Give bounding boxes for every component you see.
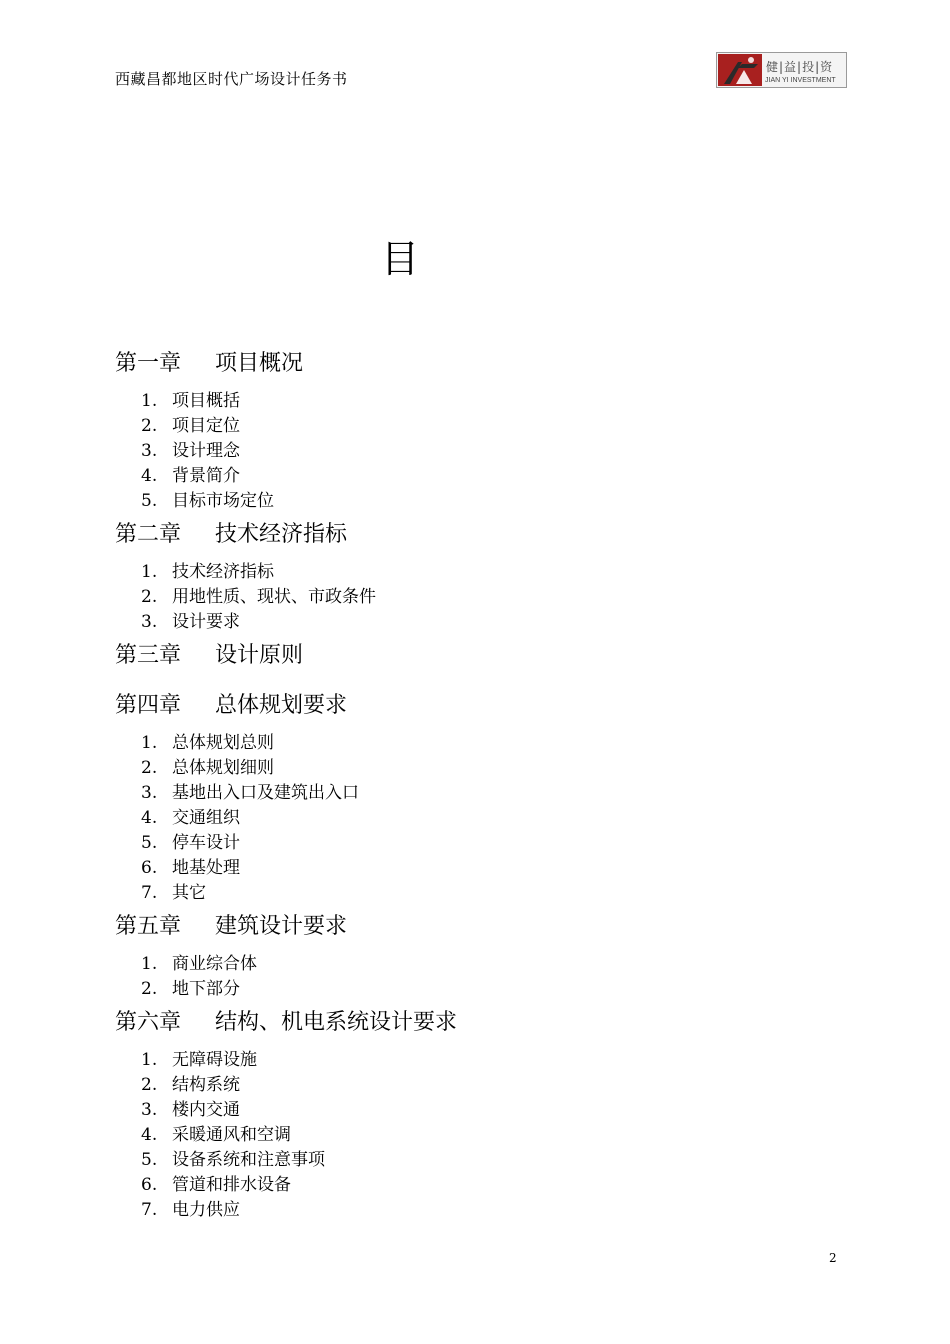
toc-item-label: 无障碍设施 (172, 1050, 257, 1070)
toc-item-label: 用地性质、现状、市政条件 (172, 587, 376, 607)
toc-item-index: 4. (141, 1125, 158, 1145)
toc-item[interactable] (115, 560, 875, 585)
logo-text-cn: 健|益|投|资 (766, 60, 834, 74)
toc-item[interactable] (115, 414, 875, 439)
toc-item-index: 6. (141, 858, 158, 878)
toc-item[interactable] (115, 781, 875, 806)
toc-item-label: 项目概括 (172, 391, 240, 411)
chapter-title: 技术经济指标 (215, 521, 348, 547)
chapter-title: 设计原则 (215, 642, 304, 668)
toc-item-label: 设计理念 (172, 441, 240, 461)
toc-item[interactable] (115, 610, 875, 635)
toc-item-label: 基地出入口及建筑出入口 (172, 783, 359, 803)
company-logo (716, 52, 847, 88)
toc-chapter[interactable] (115, 343, 875, 379)
toc-item-label: 楼内交通 (172, 1100, 240, 1120)
toc-item-index: 2. (141, 758, 158, 778)
toc-item-index: 1. (141, 562, 158, 582)
toc-item-index: 7. (141, 1200, 158, 1220)
toc-item-label: 总体规划细则 (172, 758, 274, 778)
chapter-title: 结构、机电系统设计要求 (215, 1009, 458, 1035)
toc-chapter[interactable] (115, 906, 875, 942)
toc-item[interactable] (115, 1173, 875, 1198)
toc-item[interactable] (115, 585, 875, 610)
toc-item-list (115, 379, 875, 514)
toc-chapter[interactable] (115, 685, 875, 721)
toc-item[interactable] (115, 464, 875, 489)
toc-chapter[interactable] (115, 635, 875, 671)
toc-item-index: 3. (141, 612, 158, 632)
toc-item-index: 4. (141, 466, 158, 486)
toc-item-list (115, 942, 875, 1002)
logo-mark-icon (718, 54, 762, 86)
toc-item-label: 结构系统 (172, 1075, 240, 1095)
toc-item-label: 地基处理 (172, 858, 240, 878)
toc-item-label: 地下部分 (172, 979, 240, 999)
toc-item-index: 4. (141, 808, 158, 828)
chapter-number: 第五章 (115, 913, 182, 939)
toc-item-list (115, 1038, 875, 1223)
toc-item-label: 设备系统和注意事项 (172, 1150, 325, 1170)
chapter-number: 第六章 (115, 1009, 182, 1035)
toc-item[interactable] (115, 977, 875, 1002)
toc-item-label: 采暖通风和空调 (172, 1125, 291, 1145)
toc-item[interactable] (115, 731, 875, 756)
toc-item-label: 背景简介 (172, 466, 240, 486)
toc-item-index: 3. (141, 783, 158, 803)
toc-item[interactable] (115, 1098, 875, 1123)
toc-item[interactable] (115, 952, 875, 977)
chapter-title: 建筑设计要求 (215, 913, 348, 939)
toc-item[interactable] (115, 439, 875, 464)
toc-item[interactable] (115, 831, 875, 856)
toc-chapter[interactable] (115, 1002, 875, 1038)
toc-item[interactable] (115, 1123, 875, 1148)
document-header-title: 西藏昌都地区时代广场设计任务书 (115, 70, 348, 88)
toc-item-index: 1. (141, 733, 158, 753)
chapter-number: 第三章 (115, 642, 182, 668)
toc-item-index: 1. (141, 391, 158, 411)
toc-item-index: 6. (141, 1175, 158, 1195)
toc-item[interactable] (115, 756, 875, 781)
toc-item-label: 目标市场定位 (172, 491, 274, 511)
toc-item[interactable] (115, 1073, 875, 1098)
toc-item[interactable] (115, 881, 875, 906)
toc-item-index: 5. (141, 491, 158, 511)
toc-item-label: 其它 (172, 883, 206, 903)
toc-item-label: 交通组织 (172, 808, 240, 828)
toc-item-index: 2. (141, 416, 158, 436)
toc-item[interactable] (115, 856, 875, 881)
toc-item-list (115, 721, 875, 906)
toc-item-index: 5. (141, 1150, 158, 1170)
toc-item[interactable] (115, 489, 875, 514)
toc-chapter[interactable] (115, 514, 875, 550)
table-of-contents (115, 343, 875, 1223)
chapter-number: 第二章 (115, 521, 182, 547)
toc-item[interactable] (115, 1148, 875, 1173)
toc-item-label: 总体规划总则 (172, 733, 274, 753)
toc-item-index: 1. (141, 954, 158, 974)
chapter-number: 第四章 (115, 692, 182, 718)
toc-heading: 目 (381, 237, 420, 281)
toc-item-index: 7. (141, 883, 158, 903)
toc-item-label: 设计要求 (172, 612, 240, 632)
toc-item-label: 技术经济指标 (172, 562, 274, 582)
toc-item-label: 电力供应 (172, 1200, 240, 1220)
toc-item-index: 2. (141, 979, 158, 999)
toc-item-label: 停车设计 (172, 833, 240, 853)
chapter-title: 总体规划要求 (215, 692, 348, 718)
toc-item-list (115, 550, 875, 635)
chapter-title: 项目概况 (215, 350, 304, 376)
toc-item-index: 1. (141, 1050, 158, 1070)
toc-item-index: 3. (141, 441, 158, 461)
toc-item[interactable] (115, 806, 875, 831)
toc-item-index: 2. (141, 1075, 158, 1095)
chapter-number: 第一章 (115, 350, 182, 376)
logo-text-en: JIAN YI INVESTMENT (765, 77, 836, 84)
toc-item-label: 商业综合体 (172, 954, 257, 974)
toc-item[interactable] (115, 1048, 875, 1073)
toc-item-index: 2. (141, 587, 158, 607)
toc-item-label: 项目定位 (172, 416, 240, 436)
toc-item[interactable] (115, 1198, 875, 1223)
toc-item-index: 5. (141, 833, 158, 853)
toc-item-index: 3. (141, 1100, 158, 1120)
toc-item-label: 管道和排水设备 (172, 1175, 291, 1195)
page-number: 2 (829, 1251, 837, 1265)
toc-item[interactable] (115, 389, 875, 414)
